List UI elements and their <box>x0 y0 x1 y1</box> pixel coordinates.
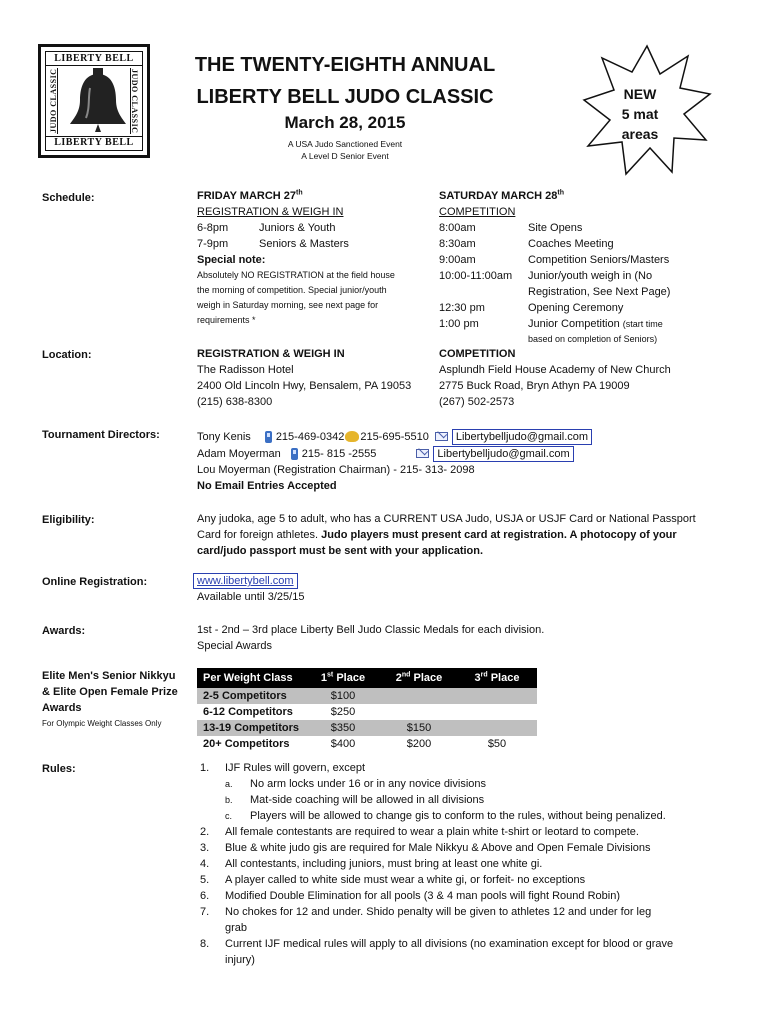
badge-text <box>600 84 680 144</box>
prize-header-second <box>381 668 457 688</box>
mail-icon <box>416 449 429 458</box>
sat-time-6: 1:00 pm <box>439 318 479 330</box>
prize-header-class: Per Weight Class <box>197 668 305 688</box>
rule-5: A player called to white side must wear a white gi, or forfeit- no exceptions <box>225 874 586 886</box>
prize-first: $100 <box>305 688 381 704</box>
prize-class: 13-19 Competitors <box>197 720 305 736</box>
special-note-line-1: Absolutely NO REGISTRATION at the field house <box>197 270 395 280</box>
competition-location <box>439 346 729 410</box>
sat-what-4b: Registration, See Next Page) <box>528 286 671 298</box>
badge-line-1: NEW <box>623 86 657 102</box>
sat-note-6: (start time <box>622 319 663 329</box>
director-3: Lou Moyerman (Registration Chairman) - 215- 313- 2098 <box>197 464 475 476</box>
rules-list: 1. IJF Rules will govern, except a. No arm locks under 16 or in any novice divisions b. Mat-side coaching will be allowed in all divisions c. Players will be allowed to change gis to conform to the rules, without being penalized. 2. All female contestants are required to wear a plain white t-shirt or leotard to compete. 3. Blue & white judo gis are required for Male Nikkyu & Above and Open Female Divisions 4. All contestants, including juniors, must bring at least one white gi. 5. A player called to white side must wear a white gi, or forfeit- no exceptions 6. Modified Double Elimination for all pools (3 & 4 man pools will fight Round Robin) 7. No chokes for 12 and under. Shido penalty will be given to athletes 12 and under for leg grab 8. Current IJF medical rules will apply to all divisions (no examination except for blood or grave injury) <box>200 760 740 968</box>
friday-schedule: FRIDAY MARCH 27th REGISTRATION & WEIGH IN 6-8pm Juniors & Youth 7-9pm Seniors & Masters Special note: Absolutely NO REGISTRATION at the field house the morning of competition. Special junior/youth weigh in Saturday morning, see next page for requirements * <box>197 188 433 328</box>
prize-class: 20+ Competitors <box>203 738 290 750</box>
title-line-2: LIBERTY BELL JUDO CLASSIC <box>196 86 494 108</box>
sat-what-6: Junior Competition <box>528 318 620 330</box>
rules-label: Rules: <box>42 763 76 775</box>
table-row <box>197 736 537 752</box>
registration-available: Available until 3/25/15 <box>197 591 305 603</box>
director-2-name: Adam Moyerman <box>197 447 281 460</box>
directors-block <box>197 428 737 494</box>
sat-time-5: 12:30 pm <box>439 302 485 314</box>
saturday-subheading: COMPETITION <box>439 206 516 218</box>
table-row <box>197 688 537 704</box>
title-line-1: THE TWENTY-EIGHTH ANNUAL <box>194 54 496 76</box>
awards-label: Awards: <box>42 625 86 637</box>
rule-8: Current IJF medical rules will apply to all divisions (no examination except for blood or grave <box>225 938 674 950</box>
elite-label-1: Elite Men's Senior Nikkyu <box>42 670 176 682</box>
saturday-heading: SATURDAY MARCH 28 <box>439 190 558 202</box>
prize-h3-sup: rd <box>480 671 488 679</box>
no-email-entries: No Email Entries Accepted <box>197 480 337 492</box>
prize-third <box>457 720 537 736</box>
rule-8-cont: injury) <box>225 954 255 966</box>
online-registration-label: Online Registration: <box>42 576 148 588</box>
director-1-email[interactable]: Libertybelljudo@gmail.com <box>452 429 592 445</box>
elite-label-2: & Elite Open Female Prize <box>42 686 178 698</box>
special-note-line-4: requirements * <box>197 315 256 325</box>
rule-7: No chokes for 12 and under. Shido penalty will be given to athletes 12 and under for leg <box>225 906 652 918</box>
phone-alt-icon <box>345 431 359 442</box>
saturday-heading-sup: th <box>557 189 564 197</box>
special-note-line-3: weigh in Saturday morning, see next page for <box>197 300 379 310</box>
special-note-line-2: the morning of competition. Special junior/youth <box>197 285 387 295</box>
logo-right-text: JUDO CLASSIC <box>130 68 142 134</box>
phone-icon <box>291 448 298 460</box>
friday-subheading: REGISTRATION & WEIGH IN <box>197 206 344 218</box>
badge-line-3: areas <box>621 126 659 142</box>
comp-location-line-2: 2775 Buck Road, Bryn Athyn PA 19009 <box>439 380 630 392</box>
prize-h1-num: 1 <box>320 672 328 684</box>
sat-what-1: Site Opens <box>528 222 583 234</box>
prize-second <box>381 704 457 720</box>
directors-label: Tournament Directors: <box>42 429 160 441</box>
sat-note-6b: based on completion of Seniors) <box>528 334 658 344</box>
schedule-label: Schedule: <box>42 192 95 204</box>
rule-1b: Mat-side coaching will be allowed in all divisions <box>250 794 485 806</box>
reg-location-line-2: 2400 Old Lincoln Hwy, Bensalem, PA 19053 <box>197 380 412 392</box>
prize-first: $400 <box>330 738 356 750</box>
rule-1c: Players will be allowed to change gis to conform to the rules, without being penalized. <box>250 810 666 822</box>
prize-first: $250 <box>330 706 356 718</box>
director-2-email[interactable]: Libertybelljudo@gmail.com <box>433 446 573 462</box>
sat-what-5: Opening Ceremony <box>528 302 624 314</box>
location-label: Location: <box>42 349 92 361</box>
awards-text <box>197 622 737 654</box>
logo-left-text: JUDO CLASSIC <box>46 68 58 134</box>
friday-heading: FRIDAY MARCH 27 <box>197 190 297 202</box>
awards-line-2: Special Awards <box>197 640 273 652</box>
sat-time-1: 8:00am <box>439 222 476 234</box>
logo-bottom-text: LIBERTY BELL <box>46 136 142 149</box>
rule-7-cont: grab <box>225 922 248 934</box>
rule-2: All female contestants are required to wear a plain white t-shirt or leotard to compete. <box>225 826 639 838</box>
friday-what-2: Seniors & Masters <box>259 238 349 250</box>
prize-third <box>457 704 537 720</box>
logo-top-text: LIBERTY BELL <box>46 53 142 66</box>
eligibility-line-1: Any judoka, age 5 to adult, who has a CURRENT USA Judo, USJA or USJF Card or National Passport <box>197 513 696 525</box>
director-2-phone: 215- 815 -2555 <box>301 447 377 460</box>
friday-time-1: 6-8pm <box>197 222 229 234</box>
sanction-line: A USA Judo Sanctioned Event <box>287 139 403 149</box>
friday-time-2: 7-9pm <box>197 238 229 250</box>
sat-time-3: 9:00am <box>439 254 476 266</box>
online-registration <box>193 573 493 605</box>
rule-1a: No arm locks under 16 or in any novice divisions <box>250 778 487 790</box>
prize-second: $150 <box>381 720 457 736</box>
prize-third: $50 <box>487 738 507 750</box>
table-row <box>197 704 537 720</box>
director-1-name: Tony Kenis <box>197 430 251 443</box>
director-1-phone-2: 215-695-5510 <box>360 430 429 443</box>
elite-label-4: For Olympic Weight Classes Only <box>42 719 162 728</box>
badge-line-2: 5 mat <box>621 106 659 122</box>
reg-location-heading: REGISTRATION & WEIGH IN <box>197 348 345 360</box>
special-note-label: Special note <box>197 254 262 266</box>
registration-location <box>197 346 433 410</box>
eligibility-line-3: card/judo passport must be sent with your application. <box>197 545 484 557</box>
mail-icon <box>435 432 448 441</box>
sat-time-4: 10:00-11:00am <box>439 270 513 282</box>
director-1-phone: 215-469-0342 <box>275 430 345 443</box>
rule-1: IJF Rules will govern, except <box>225 762 365 774</box>
prize-second <box>381 688 457 704</box>
prize-h1-sup: st <box>327 671 334 679</box>
event-date: March 28, 2015 <box>284 113 406 132</box>
prize-header-third <box>457 668 537 688</box>
sat-what-4: Junior/youth weigh in (No <box>528 270 653 282</box>
elite-label-3: Awards <box>42 702 82 714</box>
elite-label <box>42 668 192 731</box>
prize-table <box>197 668 537 752</box>
bell-icon <box>60 68 136 134</box>
prize-h2-num: 2 <box>395 672 402 684</box>
rule-3: Blue & white judo gis are required for Male Nikkyu & Above and Open Female Divisions <box>225 842 651 854</box>
saturday-schedule <box>439 188 729 347</box>
reg-location-line-3: (215) 638-8300 <box>197 396 273 408</box>
prize-class: 6-12 Competitors <box>203 706 293 718</box>
awards-line-1: 1st - 2nd – 3rd place Liberty Bell Judo Classic Medals for each division. <box>197 624 545 636</box>
prize-h1-txt: Place <box>333 672 366 684</box>
eligibility-label: Eligibility: <box>42 514 95 526</box>
rule-4: All contestants, including juniors, must bring at least one white gi. <box>225 858 543 870</box>
prize-h3-txt: Place <box>487 672 520 684</box>
prize-h2-txt: Place <box>410 672 443 684</box>
prize-header-first <box>305 668 381 688</box>
eligibility-line-2a: Card for foreign athletes. <box>197 529 319 541</box>
phone-icon <box>265 431 272 443</box>
comp-location-line-3: (267) 502-2573 <box>439 396 515 408</box>
prize-first: $350 <box>305 720 381 736</box>
registration-link[interactable]: www.libertybell.com <box>193 573 298 589</box>
reg-location-line-1: The Radisson Hotel <box>197 364 294 376</box>
sat-time-2: 8:30am <box>439 238 476 250</box>
prize-header-row <box>197 668 537 688</box>
eligibility-line-2b: Judo players must present card at registration. A photocopy of your <box>321 529 677 541</box>
comp-location-line-1: Asplundh Field House Academy of New Church <box>439 364 671 376</box>
prize-third <box>457 688 537 704</box>
level-line: A Level D Senior Event <box>301 151 389 161</box>
prize-second: $200 <box>406 738 432 750</box>
prize-h3-num: 3 <box>474 672 481 684</box>
friday-what-1: Juniors & Youth <box>259 222 336 234</box>
friday-heading-sup: th <box>296 189 303 197</box>
eligibility-text <box>197 511 737 559</box>
rule-6: Modified Double Elimination for all pools (3 & 4 man pools will fight Round Robin) <box>225 890 620 902</box>
comp-location-heading: COMPETITION <box>439 348 516 360</box>
prize-h2-sup: nd <box>401 671 411 679</box>
liberty-bell-logo <box>38 44 150 158</box>
sat-what-3: Competition Seniors/Masters <box>528 254 670 266</box>
sat-what-2: Coaches Meeting <box>528 238 614 250</box>
table-row <box>197 720 537 736</box>
prize-class: 2-5 Competitors <box>197 688 305 704</box>
